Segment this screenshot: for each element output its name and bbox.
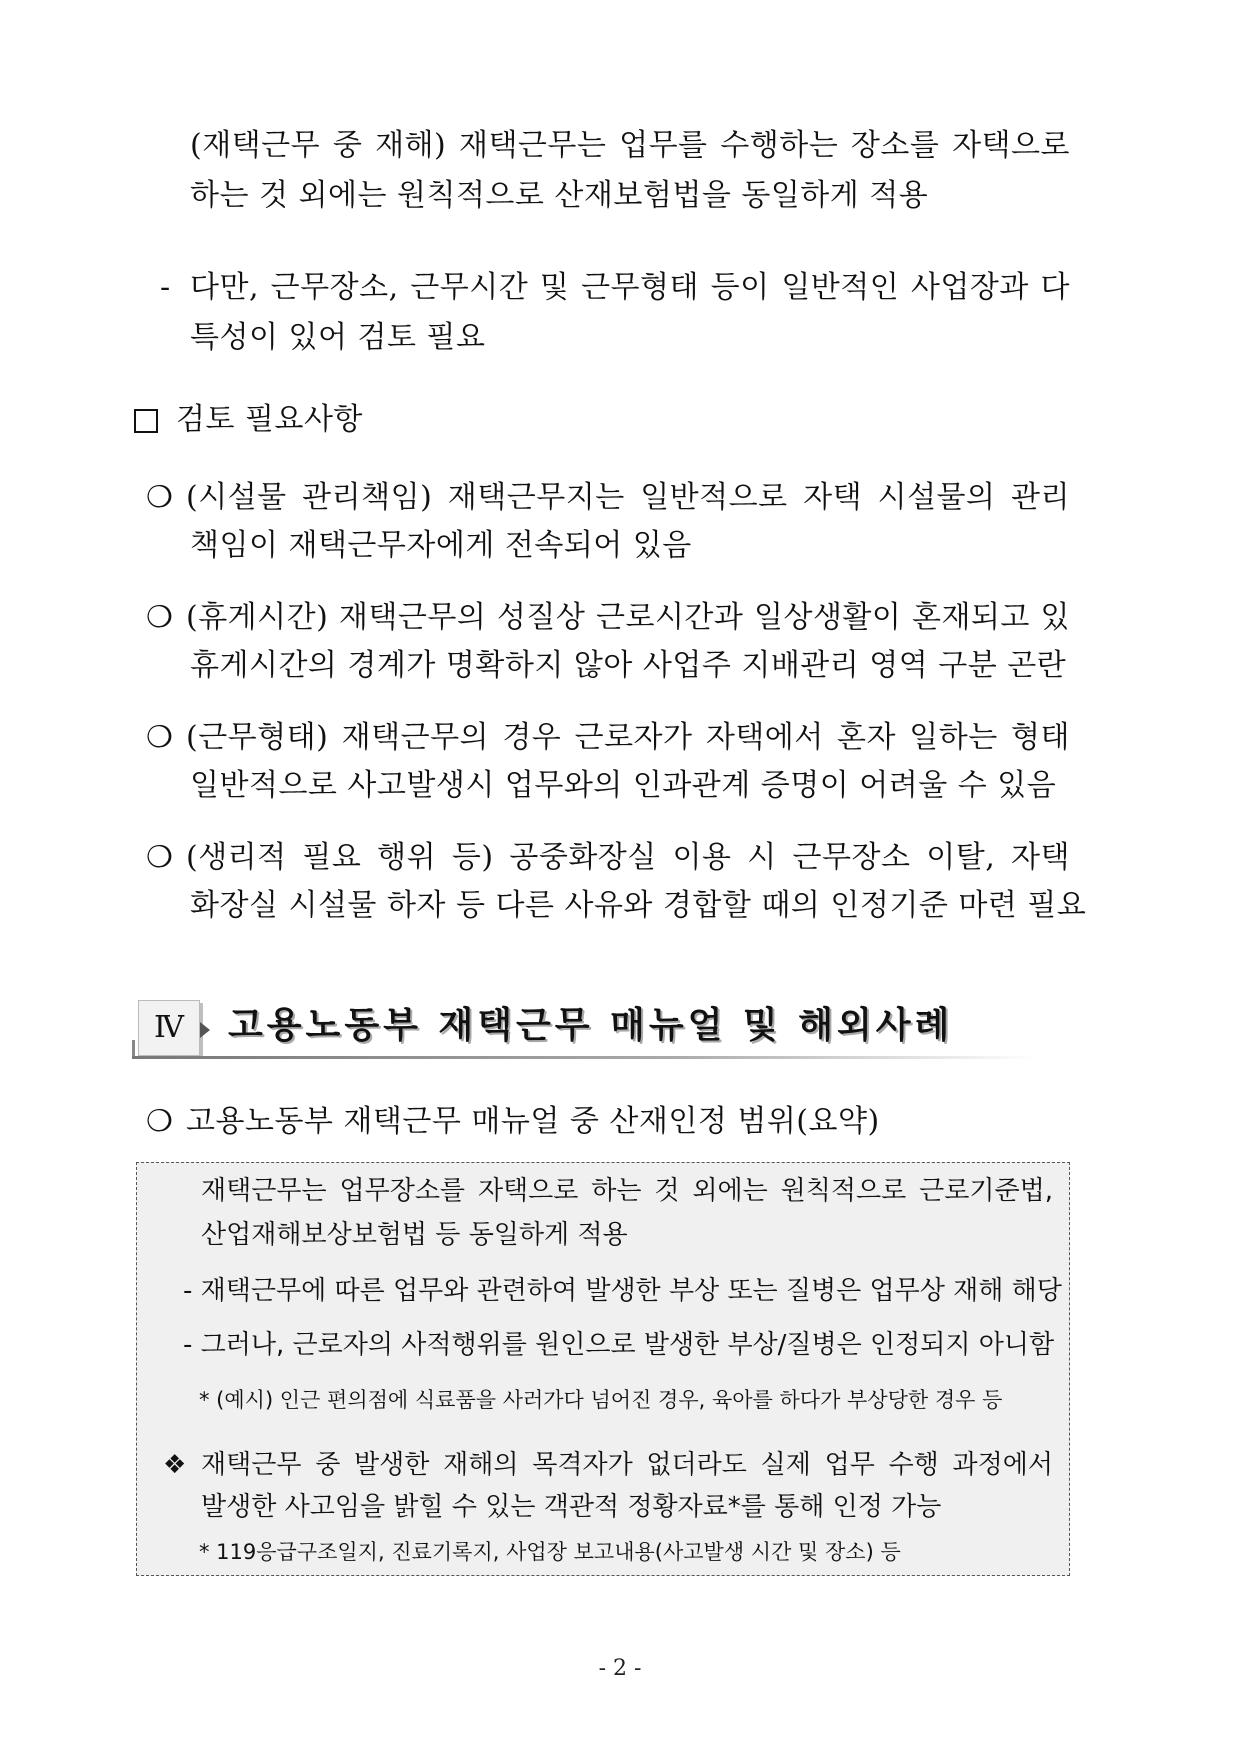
circle-bullet-icon: ❍ [146,720,173,755]
circle-bullet-icon: ❍ [146,480,173,515]
section-arrow-icon [200,1022,210,1038]
review-item-4-line-1: (생리적 필요 행위 등) 공중화장실 이용 시 근무장소 이탈, 자택 [186,840,1070,875]
page-number: - 2 - [598,1656,642,1681]
intro-dash-line-1: 다만, 근무장소, 근무시간 및 근무형태 등이 일반적인 사업장과 다 [190,270,1070,305]
checkbox-icon [134,409,158,433]
section-title: 고용노동부 재택근무 매뉴얼 및 해외사례 [228,1005,954,1046]
box-note-1: * (예시) 인근 편의점에 식료품을 사러가다 넘어진 경우, 육아를 하다가 부상당한 경우 등 [199,1388,1003,1412]
circle-bullet-icon: ❍ [146,840,173,875]
intro-line-1: (재택근무 중 재해) 재택근무는 업무를 수행하는 장소를 자택으로 [190,128,1070,163]
review-item-1-line-2: 책임이 재택근무자에게 전속되어 있음 [190,528,692,563]
box-line-2: 산업재해보상보험법 등 동일하게 적용 [201,1220,628,1250]
intro-line-2: 하는 것 외에는 원칙적으로 산재보험법을 동일하게 적용 [190,178,929,213]
section-underline [132,1056,1038,1059]
box-dash-1: - 재택근무에 따른 업무와 관련하여 발생한 부상 또는 질병은 업무상 재해 해당 [183,1276,1062,1306]
review-item-2-line-2: 휴게시간의 경계가 명확하지 않아 사업주 지배관리 영역 구분 곤란 [190,648,1067,683]
review-item-3-line-2: 일반적으로 사고발생시 업무와의 인과관계 증명이 어려울 수 있음 [190,768,1057,803]
section-number: Ⅳ [138,1000,200,1056]
circle-bullet-icon: ❍ [146,1104,173,1139]
box-note-2: * 119응급구조일지, 진료기록지, 사업장 보고내용(사고발생 시간 및 장소) 등 [199,1540,901,1564]
box-line-1: 재택근무는 업무장소를 자택으로 하는 것 외에는 원칙적으로 근로기준법, [201,1176,1053,1206]
box-key-line-2: 발생한 사고임을 밝힐 수 있는 객관적 정황자료*를 통해 인정 가능 [201,1492,942,1522]
summary-box [136,1162,1070,1576]
box-key-line-1: 재택근무 중 발생한 재해의 목격자가 없더라도 실제 업무 수행 과정에서 [201,1450,1053,1480]
circle-bullet-icon: ❍ [146,600,173,635]
review-item-1-line-1: (시설물 관리책임) 재택근무지는 일반적으로 자택 시설물의 관리 [186,480,1070,515]
review-item-2-line-1: (휴게시간) 재택근무의 성질상 근로시간과 일상생활이 혼재되고 있 [186,600,1070,635]
box-dash-2: - 그러나, 근로자의 사적행위를 원인으로 발생한 부상/질병은 인정되지 아니함 [183,1330,1055,1360]
intro-dash-line-2: 특성이 있어 검토 필요 [190,320,486,355]
review-item-3-line-1: (근무형태) 재택근무의 경우 근로자가 자택에서 혼자 일하는 형태 [186,720,1070,755]
diamond-bullet-icon: ❖ [163,1450,187,1480]
review-item-4-line-2: 화장실 시설물 하자 등 다른 사유와 경합할 때의 인정기준 마련 필요 [190,888,1087,923]
summary-heading: 고용노동부 재택근무 매뉴얼 중 산재인정 범위(요약) [186,1104,880,1139]
review-heading: 검토 필요사항 [176,402,363,437]
dash-marker: - [160,270,171,305]
